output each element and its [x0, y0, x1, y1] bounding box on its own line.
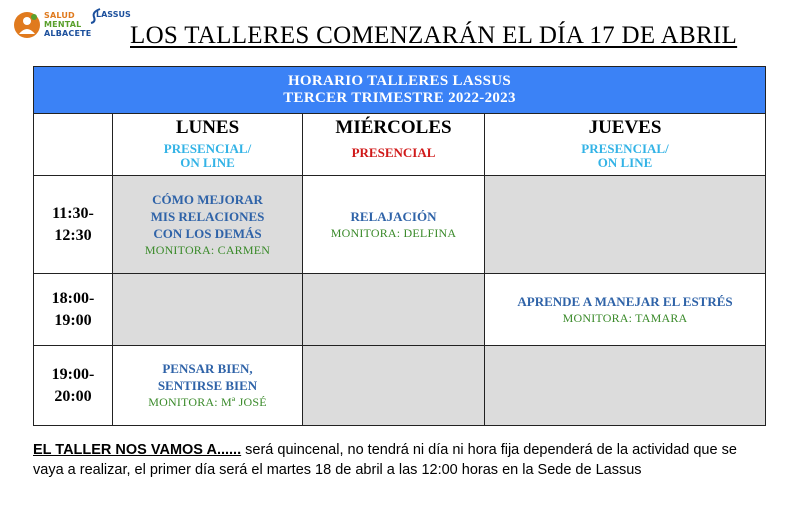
logo-text: [44, 11, 91, 38]
logo-line: MENTAL: [44, 20, 82, 29]
note-lead: EL TALLER NOS VAMOS A......: [33, 442, 242, 458]
logo-line: SALUD: [44, 11, 75, 20]
logo-line: ALBACETE: [44, 29, 92, 38]
time-cell: [34, 346, 113, 426]
banner-title: HORARIO TALLERES LASSUS: [287, 73, 512, 89]
time-cell: [34, 274, 113, 346]
header-jueves: [485, 114, 766, 176]
logo: [12, 6, 130, 44]
footer-note: [33, 440, 768, 480]
empty-cell: [303, 346, 485, 426]
time-cell: [34, 176, 113, 274]
empty-cell: [113, 274, 303, 346]
monitor-name: MONITORA: Mª JOSÉ: [148, 395, 267, 409]
day-mode: PRESENCIAL/: [581, 141, 669, 156]
activity-line: MIS RELACIONES: [150, 208, 265, 224]
day-name: JUEVES: [588, 117, 662, 138]
activity-line: SENTIRSE BIEN: [157, 378, 258, 393]
day-mode: PRESENCIAL/: [163, 141, 252, 156]
schedule-table: [33, 66, 766, 426]
activity-line: APRENDE A MANEJAR EL ESTRÉS: [517, 293, 733, 309]
activity-cell: [113, 346, 303, 426]
activity-cell: [113, 176, 303, 274]
time-end: 20:00: [54, 387, 92, 405]
activity-line: PENSAR BIEN,: [162, 361, 253, 376]
activity-line: CON LOS DEMÁS: [153, 225, 262, 241]
table-row: [34, 176, 766, 274]
day-mode: ON LINE: [180, 155, 235, 170]
empty-cell: [485, 176, 766, 274]
page-title: LOS TALLERES COMENZARÁN EL DÍA 17 DE ABRIL: [130, 22, 738, 49]
banner-row: [34, 67, 766, 114]
monitor-name: MONITORA: TAMARA: [562, 310, 688, 325]
table-row: [34, 274, 766, 346]
time-start: 19:00-: [51, 365, 95, 383]
activity-line: RELAJACIÓN: [350, 208, 437, 224]
time-start: 18:00-: [51, 289, 95, 307]
activity-line: CÓMO MEJORAR: [152, 191, 263, 207]
activity-cell: [485, 274, 766, 346]
logo-brand: LASSUS: [96, 10, 131, 19]
day-name: MIÉRCOLES: [335, 117, 452, 138]
note-body: será quincenal, no tendrá ni día ni hora fija dependerá de la actividad que se vaya a realizar, el primer día será el martes 18 de abril a las 12:00 horas en la Sede de Lassus: [33, 442, 737, 478]
table-row: [34, 346, 766, 426]
monitor-name: MONITORA: DELFINA: [330, 225, 457, 240]
day-mode: PRESENCIAL: [351, 145, 436, 160]
header-row: [34, 114, 766, 176]
header-miercoles: [303, 114, 485, 176]
time-start: 11:30-: [52, 204, 94, 222]
table-banner: [34, 67, 766, 114]
monitor-name: MONITORA: CARMEN: [144, 242, 271, 257]
logo-mark-icon: [12, 10, 42, 40]
time-end: 12:30: [54, 226, 92, 244]
time-end: 19:00: [54, 311, 92, 329]
corner-cell: [34, 114, 113, 176]
activity-cell: [303, 176, 485, 274]
day-name: LUNES: [175, 117, 240, 138]
day-mode: ON LINE: [597, 155, 653, 170]
header-lunes: [113, 114, 303, 176]
empty-cell: [303, 274, 485, 346]
empty-cell: [485, 346, 766, 426]
banner-subtitle: TERCER TRIMESTRE 2022-2023: [283, 90, 516, 106]
